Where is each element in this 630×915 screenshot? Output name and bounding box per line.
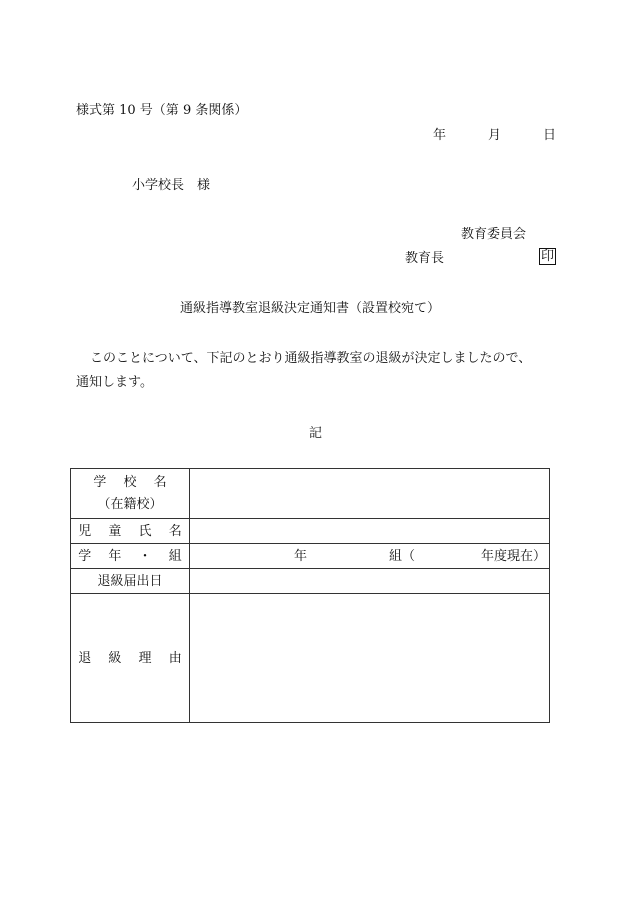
table-row-date [71, 569, 550, 594]
form-table [70, 468, 550, 723]
document-title: 通級指導教室退級決定通知書（設置校宛て） [180, 301, 441, 316]
date-label: 退級届出日 [97, 573, 163, 589]
school-label: 学 校 名 [93, 475, 174, 490]
issuer-organization: 教育委員会 [461, 227, 527, 242]
form-number: 様式第 10 号（第 9 条関係） [76, 103, 248, 118]
date-day-label: 日 [543, 128, 557, 143]
reason-value-cell[interactable] [190, 594, 550, 723]
school-sublabel: （在籍校） [97, 497, 163, 512]
body-line-1: このことについて、下記のとおり通級指導教室の退級が決定しましたので、 [90, 351, 532, 366]
date-value-cell[interactable] [190, 569, 550, 594]
reason-label: 退 級 理 由 [78, 650, 189, 666]
seal-box [539, 248, 556, 265]
addressee: 小学校長 様 [132, 178, 211, 193]
table-row-reason [71, 594, 550, 723]
child-label: 児 童 氏 名 [78, 523, 189, 539]
grade-year-label: 年 [294, 549, 308, 564]
reason-label-cell [71, 594, 190, 723]
grade-class-label: 組（ [389, 549, 416, 564]
child-value-cell[interactable] [190, 519, 550, 544]
date-year-label: 年 [433, 128, 447, 143]
grade-label: 学 年 ・ 組 [78, 548, 189, 564]
issuer-title: 教育長 [405, 251, 445, 266]
grade-label-cell [71, 544, 190, 569]
body-line-2: 通知します。 [76, 375, 153, 390]
table-row-grade [71, 544, 550, 569]
child-label-cell [71, 519, 190, 544]
ki-heading: 記 [309, 426, 323, 441]
seal-mark: 印 [541, 249, 555, 264]
school-value-cell[interactable] [190, 469, 550, 519]
grade-value-cell[interactable] [190, 544, 550, 569]
date-label-cell [71, 569, 190, 594]
school-label-cell [71, 469, 190, 519]
grade-fiscal-label: 年度現在） [481, 549, 547, 564]
date-month-label: 月 [488, 128, 502, 143]
table-row-child [71, 519, 550, 544]
table-row-school [71, 469, 550, 519]
